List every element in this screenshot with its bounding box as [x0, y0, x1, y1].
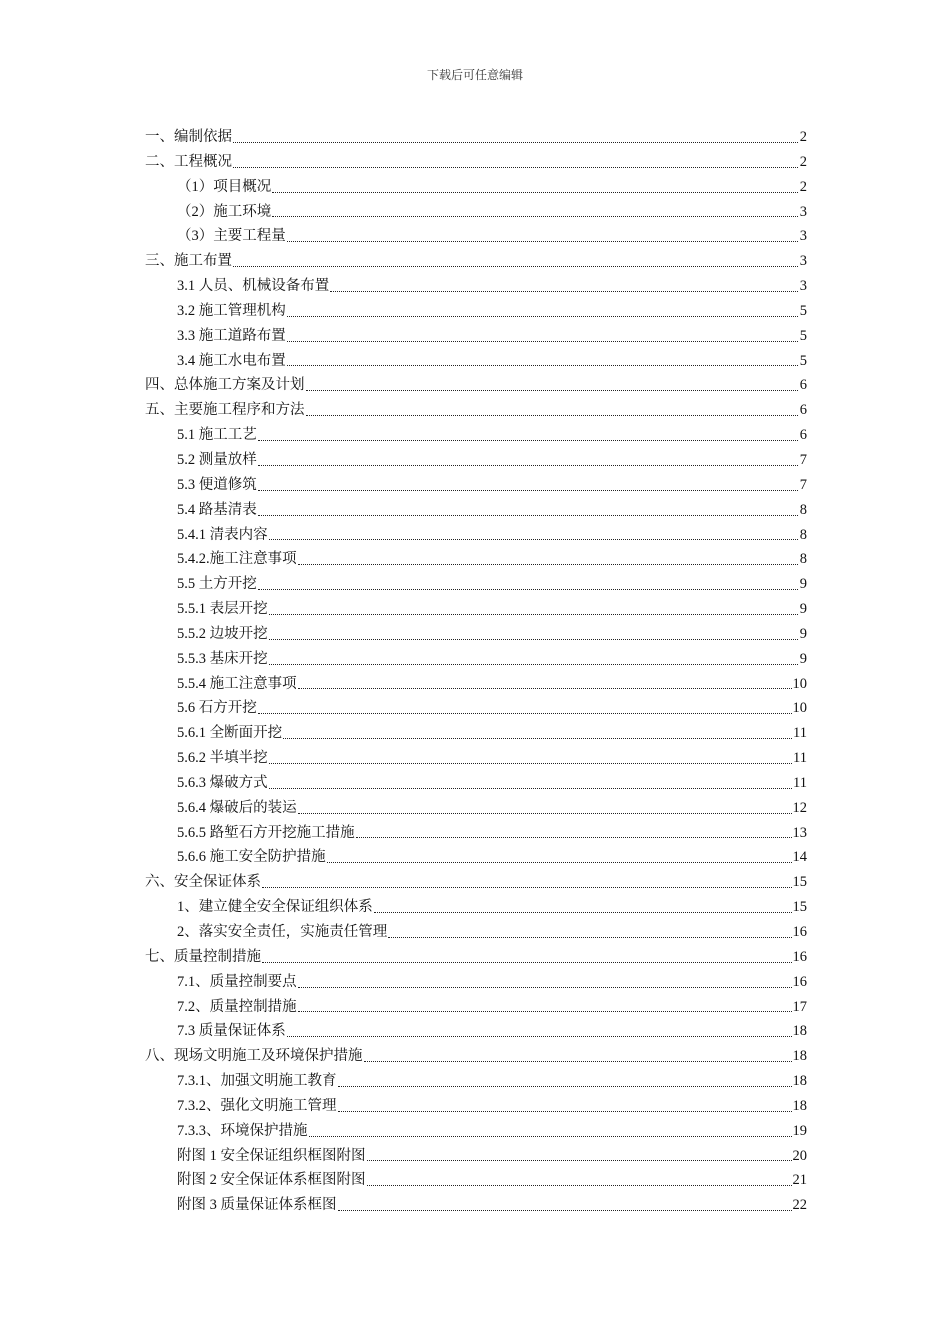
toc-entry[interactable] — [145, 547, 807, 572]
toc-entry-page-number: 18 — [792, 1023, 807, 1040]
dot-leader — [269, 664, 798, 665]
toc-entry[interactable] — [145, 175, 807, 200]
toc-entry[interactable] — [145, 721, 807, 746]
toc-entry[interactable] — [145, 821, 807, 846]
toc-entry-title: 5.6.1 全断面开挖 — [177, 725, 283, 742]
toc-entry-title: 7.3.3、环境保护措施 — [177, 1122, 308, 1139]
dot-leader — [258, 515, 798, 516]
toc-entry-title: （3）主要工程量 — [177, 228, 286, 245]
toc-entry[interactable] — [145, 920, 807, 945]
dot-leader — [367, 1160, 792, 1161]
toc-entry-page-number: 8 — [799, 526, 807, 543]
toc-entry-page-number: 8 — [799, 501, 807, 518]
dot-leader — [272, 192, 798, 193]
toc-entry[interactable] — [145, 1044, 807, 1069]
toc-entry-title: 5.4.1 清表内容 — [177, 526, 268, 543]
toc-entry[interactable] — [145, 572, 807, 597]
toc-entry[interactable] — [145, 1019, 807, 1044]
toc-entry[interactable] — [145, 597, 807, 622]
dot-leader — [338, 1086, 792, 1087]
dot-leader — [269, 763, 792, 764]
toc-entry-page-number: 8 — [799, 551, 807, 568]
toc-entry-page-number: 2 — [799, 129, 807, 145]
dot-leader — [258, 713, 792, 714]
toc-entry-title: 7.1、质量控制要点 — [177, 973, 297, 990]
toc-entry[interactable] — [145, 473, 807, 498]
toc-entry[interactable] — [145, 672, 807, 697]
toc-entry-page-number: 3 — [799, 253, 807, 270]
toc-entry[interactable] — [145, 696, 807, 721]
toc-entry-page-number: 16 — [792, 924, 807, 940]
toc-entry-page-number: 16 — [792, 948, 807, 965]
dot-leader — [233, 142, 798, 143]
toc-entry-page-number: 11 — [793, 774, 807, 791]
dot-leader — [287, 341, 798, 342]
toc-entry-title: 7.3.1、加强文明施工教育 — [177, 1073, 337, 1090]
toc-entry[interactable] — [145, 200, 807, 225]
dot-leader — [287, 365, 798, 366]
dot-leader — [269, 639, 798, 640]
dot-leader — [258, 465, 798, 466]
toc-entry[interactable] — [145, 1119, 807, 1144]
toc-entry-title: 5.1 施工工艺 — [177, 427, 257, 444]
dot-leader — [374, 912, 792, 913]
toc-entry[interactable] — [145, 622, 807, 647]
toc-entry-title: 5.4.2.施工注意事项 — [177, 551, 297, 568]
toc-entry-title: 7.3 质量保证体系 — [177, 1023, 286, 1040]
toc-entry-title: 3.1 人员、机械设备布置 — [177, 278, 330, 295]
toc-entry-title: 一、编制依据 — [145, 129, 232, 145]
dot-leader — [306, 415, 799, 416]
toc-entry-title: 5.5.2 边坡开挖 — [177, 625, 268, 642]
toc-entry-page-number: 3 — [799, 228, 807, 245]
toc-entry-title: 5.6.4 爆破后的装运 — [177, 799, 297, 816]
toc-entry-page-number: 11 — [793, 725, 807, 742]
toc-entry-page-number: 16 — [792, 973, 807, 990]
toc-entry-title: 5.6.6 施工安全防护措施 — [177, 849, 326, 866]
toc-entry-page-number: 6 — [799, 402, 807, 419]
toc-entry-title: 五、主要施工程序和方法 — [145, 402, 305, 419]
toc-entry-page-number: 11 — [793, 750, 807, 767]
dot-leader — [338, 1210, 792, 1211]
toc-entry-title: 二、工程概况 — [145, 153, 232, 170]
toc-entry-title: 7.3.2、强化文明施工管理 — [177, 1097, 337, 1114]
toc-entry[interactable] — [145, 448, 807, 473]
toc-entry-page-number: 3 — [799, 278, 807, 295]
dot-leader — [367, 1185, 792, 1186]
page-header: 下载后可任意编辑 — [426, 68, 523, 82]
toc-entry-title: 附图 1 安全保证组织框图附图 — [177, 1147, 366, 1164]
toc-entry-page-number: 15 — [792, 899, 807, 916]
toc-entry[interactable] — [145, 647, 807, 672]
toc-entry[interactable] — [145, 224, 807, 249]
toc-entry-title: 七、质量控制措施 — [145, 948, 261, 965]
dot-leader — [306, 390, 799, 391]
dot-leader — [262, 887, 792, 888]
dot-leader — [338, 1111, 792, 1112]
toc-entry-title: 5.4 路基清表 — [177, 501, 257, 518]
dot-leader — [327, 862, 792, 863]
toc-entry[interactable] — [145, 945, 807, 970]
toc-entry-page-number: 18 — [792, 1097, 807, 1114]
toc-entry-title: 7.2、质量控制措施 — [177, 998, 297, 1015]
toc-entry-page-number: 15 — [792, 874, 807, 891]
dot-leader — [298, 813, 792, 814]
toc-entry[interactable] — [145, 349, 807, 374]
toc-entry-page-number: 3 — [799, 203, 807, 220]
toc-entry-page-number: 9 — [799, 650, 807, 667]
toc-entry[interactable] — [145, 1193, 807, 1218]
toc-entry[interactable] — [145, 895, 807, 920]
toc-entry[interactable] — [145, 1144, 807, 1169]
dot-leader — [269, 788, 792, 789]
toc-entry-page-number: 13 — [792, 824, 807, 841]
table-of-contents — [145, 125, 807, 1218]
toc-entry-title: 3.4 施工水电布置 — [177, 352, 286, 369]
dot-leader — [287, 241, 798, 242]
dot-leader — [298, 564, 798, 565]
toc-entry-page-number: 5 — [799, 327, 807, 344]
toc-entry-title: 附图 2 安全保证体系框图附图 — [177, 1172, 366, 1189]
dot-leader — [258, 589, 798, 590]
dot-leader — [283, 738, 792, 739]
toc-entry-title: 5.6.5 路堑石方开挖施工措施 — [177, 824, 355, 841]
toc-entry[interactable] — [145, 1168, 807, 1193]
dot-leader — [262, 962, 792, 963]
toc-entry-title: 5.6.3 爆破方式 — [177, 774, 268, 791]
dot-leader — [233, 266, 798, 267]
toc-entry[interactable] — [145, 1069, 807, 1094]
toc-entry[interactable] — [145, 150, 807, 175]
dot-leader — [272, 216, 798, 217]
dot-leader — [287, 316, 798, 317]
toc-entry-page-number: 2 — [799, 153, 807, 170]
dot-leader — [356, 837, 792, 838]
toc-entry[interactable] — [145, 870, 807, 895]
dot-leader — [269, 539, 798, 540]
toc-entry[interactable] — [145, 324, 807, 349]
toc-entry[interactable] — [145, 299, 807, 324]
toc-entry-page-number: 20 — [792, 1147, 807, 1164]
toc-entry-page-number: 10 — [792, 675, 807, 692]
toc-entry-title: 1、建立健全安全保证组织体系 — [177, 899, 373, 916]
toc-entry-page-number: 7 — [799, 451, 807, 468]
toc-entry-title: 附图 3 质量保证体系框图 — [177, 1197, 337, 1214]
dot-leader — [364, 1061, 792, 1062]
dot-leader — [330, 291, 798, 292]
toc-entry-title: 5.5 土方开挖 — [177, 576, 257, 593]
toc-entry-title: 八、现场文明施工及环境保护措施 — [145, 1048, 363, 1065]
toc-entry-page-number: 5 — [799, 302, 807, 319]
toc-entry-page-number: 17 — [792, 998, 807, 1015]
toc-entry-title: 5.5.4 施工注意事项 — [177, 675, 297, 692]
toc-entry-page-number: 5 — [799, 352, 807, 369]
toc-entry-title: 5.3 便道修筑 — [177, 476, 257, 493]
toc-entry[interactable] — [145, 398, 807, 423]
dot-leader — [287, 1036, 792, 1037]
toc-entry[interactable] — [145, 423, 807, 448]
toc-entry-title: （2）施工环境 — [177, 203, 272, 220]
dot-leader — [233, 167, 798, 168]
toc-entry[interactable] — [145, 995, 807, 1020]
toc-entry-page-number: 6 — [799, 427, 807, 444]
toc-entry-title: 5.5.1 表层开挖 — [177, 601, 268, 618]
toc-entry-title: 3.2 施工管理机构 — [177, 302, 286, 319]
toc-entry-page-number: 10 — [792, 700, 807, 717]
toc-entry-page-number: 9 — [799, 576, 807, 593]
toc-entry-title: 5.6.2 半填半挖 — [177, 750, 268, 767]
toc-entry-title: 四、总体施工方案及计划 — [145, 377, 305, 394]
toc-entry[interactable] — [145, 249, 807, 274]
toc-entry-title: 5.2 测量放样 — [177, 451, 257, 468]
toc-entry-page-number: 9 — [799, 601, 807, 618]
toc-entry[interactable] — [145, 970, 807, 995]
toc-entry-page-number: 7 — [799, 476, 807, 493]
dot-leader — [298, 688, 792, 689]
toc-entry-page-number: 18 — [792, 1048, 807, 1065]
toc-entry-page-number: 21 — [792, 1172, 807, 1189]
toc-entry[interactable] — [145, 373, 807, 398]
toc-entry-page-number: 14 — [792, 849, 807, 866]
toc-entry-page-number: 12 — [792, 799, 807, 816]
toc-entry[interactable] — [145, 845, 807, 870]
toc-entry-title: 5.6 石方开挖 — [177, 700, 257, 717]
dot-leader — [309, 1136, 792, 1137]
toc-entry[interactable] — [145, 746, 807, 771]
toc-entry-title: 5.5.3 基床开挖 — [177, 650, 268, 667]
toc-entry-page-number: 2 — [799, 178, 807, 195]
toc-entry[interactable] — [145, 498, 807, 523]
toc-entry-title: 3.3 施工道路布置 — [177, 327, 286, 344]
toc-entry[interactable] — [145, 796, 807, 821]
toc-entry-page-number: 18 — [792, 1073, 807, 1090]
toc-entry[interactable] — [145, 274, 807, 299]
toc-entry-title: （1）项目概况 — [177, 178, 272, 195]
toc-entry-page-number: 22 — [792, 1197, 807, 1214]
toc-entry[interactable] — [145, 771, 807, 796]
toc-entry[interactable] — [145, 125, 807, 150]
toc-entry[interactable] — [145, 1094, 807, 1119]
dot-leader — [258, 490, 798, 491]
dot-leader — [269, 614, 798, 615]
toc-entry-title: 六、安全保证体系 — [145, 874, 261, 891]
toc-entry-title: 2、落实安全责任，实施责任管理 — [177, 924, 388, 940]
toc-entry-title: 三、施工布置 — [145, 253, 232, 270]
dot-leader — [298, 1011, 792, 1012]
dot-leader — [258, 440, 798, 441]
dot-leader — [298, 987, 792, 988]
toc-entry[interactable] — [145, 523, 807, 548]
toc-entry-page-number: 9 — [799, 625, 807, 642]
dot-leader — [388, 937, 791, 938]
toc-entry-page-number: 19 — [792, 1122, 807, 1139]
toc-entry-page-number: 6 — [799, 377, 807, 394]
